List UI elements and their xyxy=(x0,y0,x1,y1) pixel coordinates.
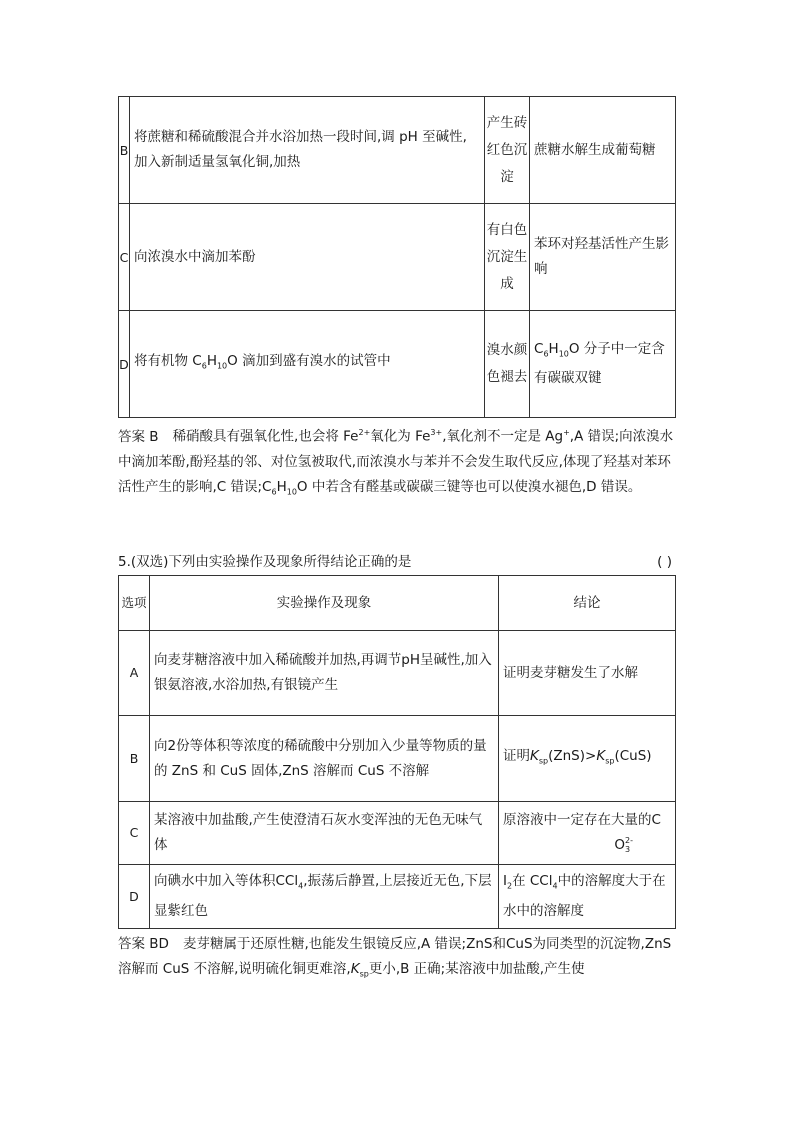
answer-label: 答案 B xyxy=(118,428,159,445)
answer-bracket: ( ) xyxy=(657,554,672,570)
operation-cell: 向2份等体积等浓度的稀硫酸中分别加入少量等物质的量的 ZnS 和 CuS 固体,ZnS 溶解而 CuS 不溶解 xyxy=(150,716,499,802)
table-row xyxy=(119,865,676,929)
option-cell: B xyxy=(119,716,150,802)
option-cell: B xyxy=(119,97,130,204)
table-row xyxy=(119,716,676,802)
operation-cell: 某溶液中加盐酸,产生使澄清石灰水变浑浊的无色无味气体 xyxy=(150,802,499,865)
conclusion-cell: 证明麦芽糖发生了水解 xyxy=(499,631,676,716)
table-row xyxy=(119,97,676,204)
operation-cell: 将有机物 $C_6H_{10}O$ 滴加到盛有溴水的试管中 xyxy=(130,311,485,418)
experiment-table-1 xyxy=(118,96,676,418)
conclusion-cell: $I_2$在 CCl$_4$中的溶解度大于在水中的溶解度 xyxy=(499,865,676,929)
header-conclusion: 结论 xyxy=(499,576,676,631)
option-cell: D xyxy=(119,311,130,418)
header-option: 选项 xyxy=(119,576,150,631)
table-row xyxy=(119,204,676,311)
conclusion-cell: 蔗糖水解生成葡萄糖 xyxy=(530,97,676,204)
option-cell: C xyxy=(119,204,130,311)
answer-label: 答案 BD xyxy=(118,936,169,952)
experiment-table-2 xyxy=(118,575,676,929)
table-row xyxy=(119,631,676,716)
option-cell: D xyxy=(119,865,150,929)
conclusion-cell: 证明$K_{sp}(ZnS)>K_{sp}(CuS)$ xyxy=(499,716,676,802)
phenomenon-cell: 溴水颜色褪去 xyxy=(485,311,530,418)
conclusion-cell: 苯环对羟基活性产生影响 xyxy=(530,204,676,311)
operation-cell: 向碘水中加入等体积CCl$_4$,振荡后静置,上层接近无色,下层显紫红色 xyxy=(150,865,499,929)
answer-explanation-2: 答案 BD 麦芽糖属于还原性糖,也能发生银镜反应,A 错误;ZnS和CuS为同类型的沉淀物,ZnS 溶解而 CuS 不溶解,说明硫化铜更难溶$,K_{sp}$更小,B 正确;某溶液中加盐酸,产生使 xyxy=(118,936,672,979)
phenomenon-cell: 产生砖红色沉淀 xyxy=(485,97,530,204)
question-stem: 5.(双选)下列由实验操作及现象所得结论正确的是 ( ) xyxy=(118,554,672,570)
phenomenon-cell: 有白色沉淀生成 xyxy=(485,204,530,311)
option-cell: A xyxy=(119,631,150,716)
table-header-row xyxy=(119,576,676,631)
option-cell: C xyxy=(119,802,150,865)
conclusion-cell: 原溶液中一定存在大量的C O 2- 3 xyxy=(499,802,676,865)
operation-cell: 将蔗糖和稀硫酸混合并水浴加热一段时间,调 pH 至碱性,加入新制适量氢氧化铜,加热 xyxy=(130,97,485,204)
table-row xyxy=(119,311,676,418)
conclusion-cell: $C_6H_{10}O$ 分子中一定含有碳碳双键 xyxy=(530,311,676,418)
table-row xyxy=(119,802,676,865)
answer-explanation-1: 答案 B 稀硝酸具有强氧化性,也会将 $Fe^{2+}$氧化为 $Fe^{3+}$,氧化剂不一定是 Ag+,A 错误;向浓溴水中滴加苯酚,酚羟基的邻、对位氢被取代,而浓溴水与苯并不会发生取代反应,体现了羟基对苯环活性产生的影响,C 错误$;C_6H_{10}O$ 中若含有醛基或碳碳三键等也可以使溴水褪色,D 错误。 xyxy=(118,428,674,497)
operation-cell: 向麦芽糖溶液中加入稀硫酸并加热,再调节pH呈碱性,加入银氨溶液,水浴加热,有银镜产生 xyxy=(150,631,499,716)
operation-cell: 向浓溴水中滴加苯酚 xyxy=(130,204,485,311)
header-operation: 实验操作及现象 xyxy=(150,576,499,631)
